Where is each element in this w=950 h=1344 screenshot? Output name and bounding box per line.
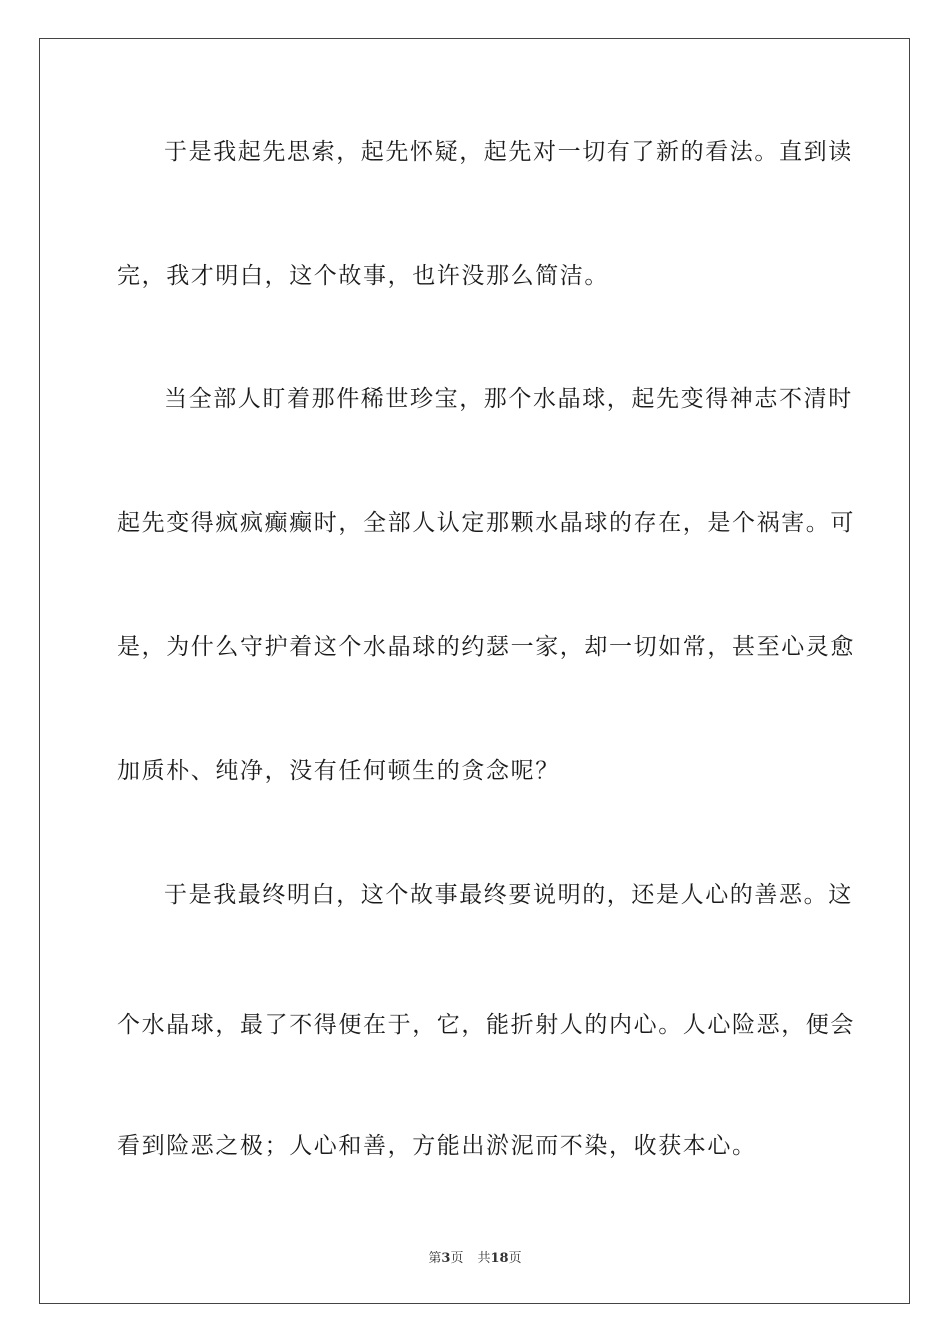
paragraph-1-line-1: 于是我起先思索，起先怀疑，起先对一切有了新的看法。直到读 — [164, 139, 853, 165]
page-number: 3 — [441, 1251, 451, 1266]
total-prefix: 共 — [477, 1251, 491, 1266]
paragraph-2-line-2: 起先变得疯疯癫癫时，全部人认定那颗水晶球的存在，是个祸害。可 — [117, 510, 855, 536]
page-suffix: 页 — [450, 1251, 464, 1266]
page-prefix: 第 — [428, 1251, 442, 1266]
page-footer — [0, 1247, 950, 1266]
paragraph-3-line-1: 于是我最终明白，这个故事最终要说明的，还是人心的善恶。这 — [164, 882, 853, 908]
paragraph-1-line-2: 完，我才明白，这个故事，也许没那么简洁。 — [117, 263, 609, 289]
paragraph-2-line-1: 当全部人盯着那件稀世珍宝，那个水晶球，起先变得神志不清时 — [164, 386, 853, 412]
paragraph-3-line-2: 个水晶球，最了不得便在于，它，能折射人的内心。人心险恶，便会 — [117, 1012, 855, 1038]
page-border — [39, 38, 910, 1304]
total-suffix: 页 — [508, 1251, 522, 1266]
total-pages: 18 — [490, 1251, 509, 1266]
paragraph-2-line-3: 是，为什么守护着这个水晶球的约瑟一家，却一切如常，甚至心灵愈 — [117, 634, 855, 660]
paragraph-3-line-3: 看到险恶之极；人心和善，方能出淤泥而不染，收获本心。 — [117, 1133, 757, 1159]
paragraph-2-line-4: 加质朴、纯净，没有任何顿生的贪念呢？ — [117, 758, 560, 784]
